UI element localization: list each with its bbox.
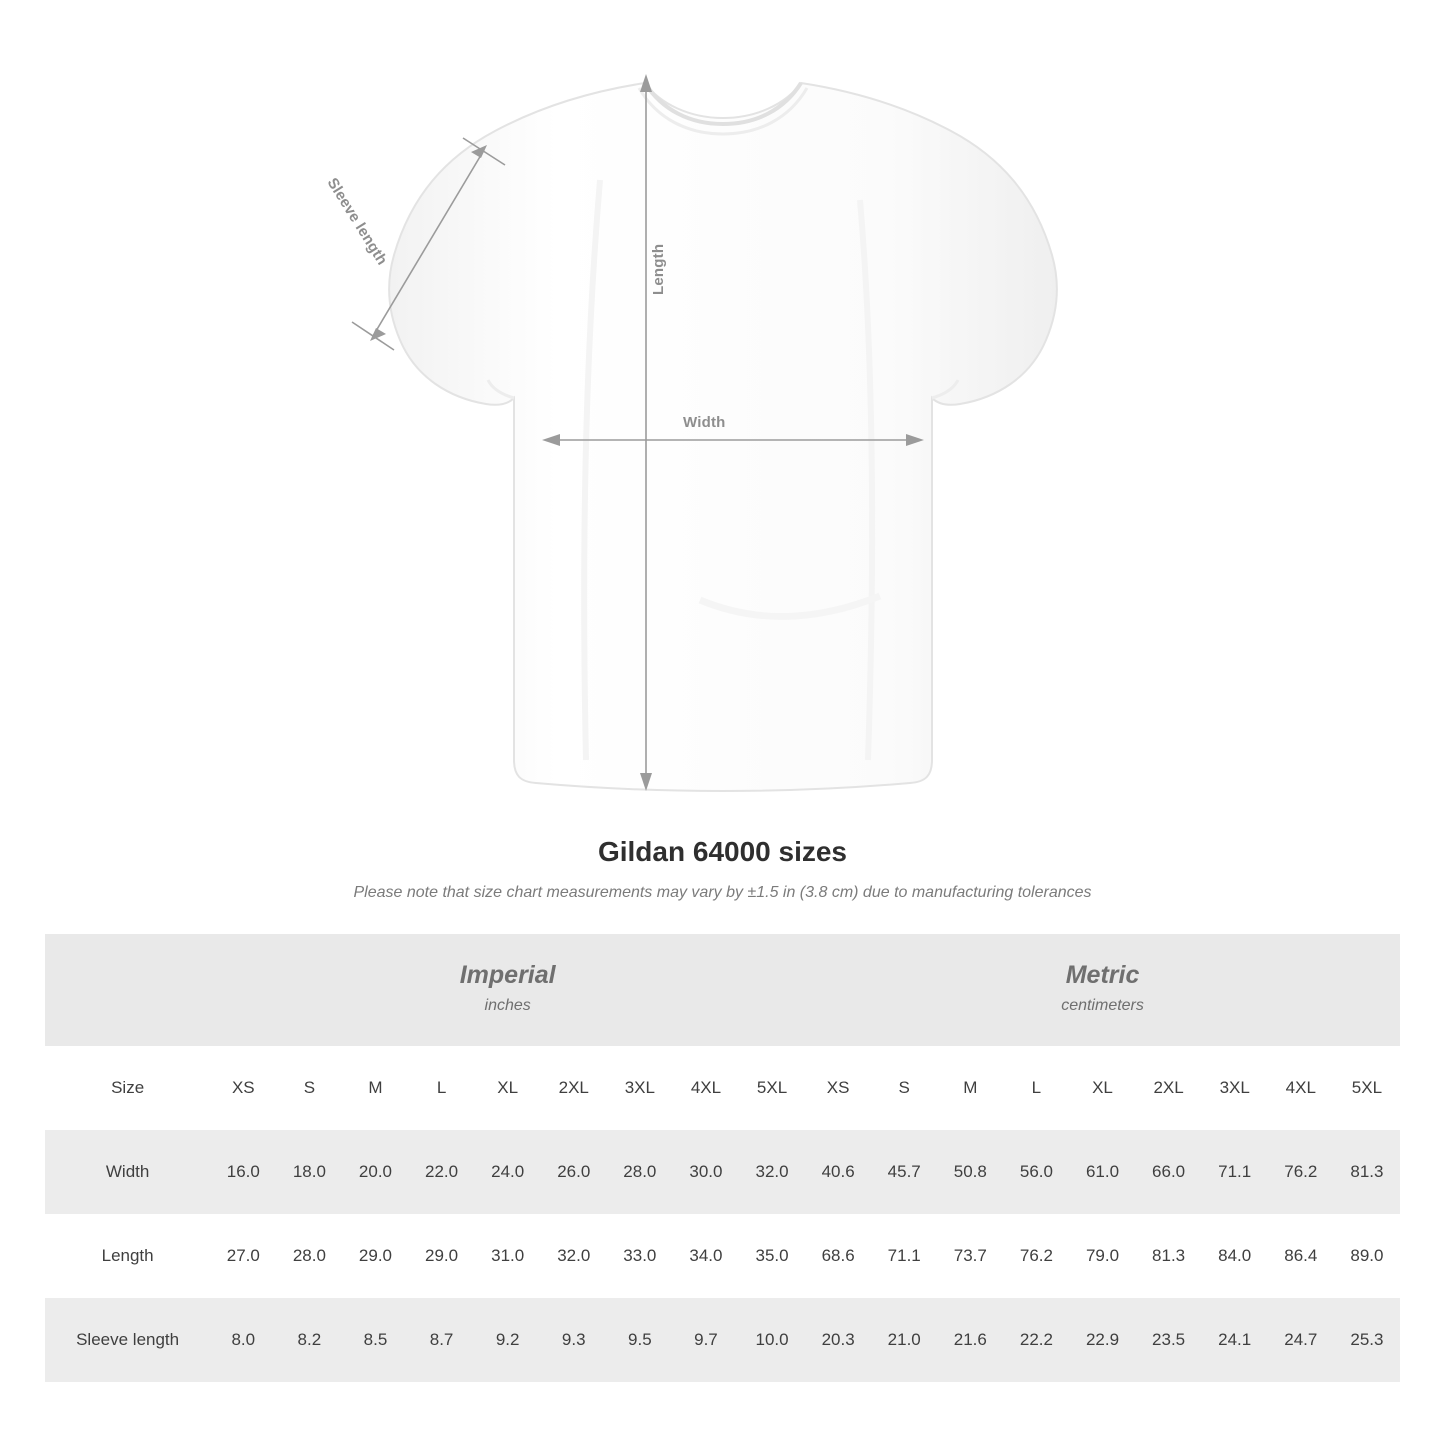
imperial-name: Imperial — [459, 960, 556, 989]
cell-width-15: 71.1 — [1202, 1130, 1268, 1214]
size-header-row — [45, 1046, 1400, 1130]
cell-sleeve-1: 8.2 — [276, 1298, 342, 1382]
cell-sleeve-7: 9.7 — [673, 1298, 739, 1382]
size-col-15: 3XL — [1202, 1046, 1268, 1130]
imperial-sub: inches — [484, 997, 531, 1015]
cell-length-1: 28.0 — [276, 1214, 342, 1298]
cell-length-8: 35.0 — [739, 1214, 805, 1298]
cell-length-9: 68.6 — [805, 1214, 871, 1298]
cell-width-2: 20.0 — [342, 1130, 408, 1214]
cell-length-5: 32.0 — [541, 1214, 607, 1298]
size-col-9: XS — [805, 1046, 871, 1130]
metric-name: Metric — [1065, 960, 1140, 989]
row-label-width: Width — [45, 1130, 210, 1214]
size-col-14: 2XL — [1136, 1046, 1202, 1130]
cell-length-17: 89.0 — [1334, 1214, 1400, 1298]
size-chart-table — [45, 934, 1400, 1382]
cell-sleeve-11: 21.6 — [937, 1298, 1003, 1382]
size-col-1: S — [276, 1046, 342, 1130]
sleeve-length-label: Sleeve length — [323, 175, 391, 269]
cell-width-9: 40.6 — [805, 1130, 871, 1214]
cell-sleeve-15: 24.1 — [1202, 1298, 1268, 1382]
cell-width-11: 50.8 — [937, 1130, 1003, 1214]
row-label-sleeve-length: Sleeve length — [45, 1298, 210, 1382]
cell-length-15: 84.0 — [1202, 1214, 1268, 1298]
size-col-3: L — [409, 1046, 475, 1130]
cell-sleeve-2: 8.5 — [342, 1298, 408, 1382]
size-col-11: M — [937, 1046, 1003, 1130]
cell-length-12: 76.2 — [1003, 1214, 1069, 1298]
row-label-length: Length — [45, 1214, 210, 1298]
cell-width-3: 22.0 — [409, 1130, 475, 1214]
width-label: Width — [683, 414, 726, 431]
cell-length-4: 31.0 — [475, 1214, 541, 1298]
cell-length-6: 33.0 — [607, 1214, 673, 1298]
size-col-5: 2XL — [541, 1046, 607, 1130]
cell-length-3: 29.0 — [409, 1214, 475, 1298]
cell-length-2: 29.0 — [342, 1214, 408, 1298]
cell-sleeve-6: 9.5 — [607, 1298, 673, 1382]
cell-sleeve-8: 10.0 — [739, 1298, 805, 1382]
size-chart-table-wrapper — [45, 934, 1400, 1382]
size-col-4: XL — [475, 1046, 541, 1130]
size-col-13: XL — [1069, 1046, 1135, 1130]
size-col-2: M — [342, 1046, 408, 1130]
unit-header-spacer — [45, 934, 210, 1046]
cell-length-14: 81.3 — [1136, 1214, 1202, 1298]
size-col-8: 5XL — [739, 1046, 805, 1130]
cell-width-12: 56.0 — [1003, 1130, 1069, 1214]
size-row-label: Size — [45, 1046, 210, 1130]
cell-sleeve-16: 24.7 — [1268, 1298, 1334, 1382]
size-col-16: 4XL — [1268, 1046, 1334, 1130]
cell-length-7: 34.0 — [673, 1214, 739, 1298]
size-col-17: 5XL — [1334, 1046, 1400, 1130]
metric-sub: centimeters — [1061, 997, 1144, 1015]
tolerance-note: Please note that size chart measurements may vary by ±1.5 in (3.8 cm) due to manufacturing tolerances — [353, 884, 1092, 901]
unit-header-row — [45, 934, 1400, 1046]
table-row — [45, 1130, 1400, 1214]
cell-sleeve-3: 8.7 — [409, 1298, 475, 1382]
page-title: Gildan 64000 sizes — [597, 836, 848, 867]
size-col-7: 4XL — [673, 1046, 739, 1130]
size-col-0: XS — [210, 1046, 276, 1130]
cell-sleeve-17: 25.3 — [1334, 1298, 1400, 1382]
cell-sleeve-10: 21.0 — [871, 1298, 937, 1382]
cell-width-17: 81.3 — [1334, 1130, 1400, 1214]
table-row — [45, 1214, 1400, 1298]
cell-width-4: 24.0 — [475, 1130, 541, 1214]
cell-width-1: 18.0 — [276, 1130, 342, 1214]
cell-width-5: 26.0 — [541, 1130, 607, 1214]
cell-width-14: 66.0 — [1136, 1130, 1202, 1214]
imperial-header — [210, 934, 805, 1046]
cell-sleeve-14: 23.5 — [1136, 1298, 1202, 1382]
cell-sleeve-9: 20.3 — [805, 1298, 871, 1382]
cell-length-0: 27.0 — [210, 1214, 276, 1298]
size-col-10: S — [871, 1046, 937, 1130]
size-col-12: L — [1003, 1046, 1069, 1130]
cell-length-10: 71.1 — [871, 1214, 937, 1298]
cell-sleeve-4: 9.2 — [475, 1298, 541, 1382]
cell-width-13: 61.0 — [1069, 1130, 1135, 1214]
size-col-6: 3XL — [607, 1046, 673, 1130]
cell-sleeve-5: 9.3 — [541, 1298, 607, 1382]
cell-sleeve-12: 22.2 — [1003, 1298, 1069, 1382]
cell-length-13: 79.0 — [1069, 1214, 1135, 1298]
cell-width-16: 76.2 — [1268, 1130, 1334, 1214]
cell-width-8: 32.0 — [739, 1130, 805, 1214]
cell-width-6: 28.0 — [607, 1130, 673, 1214]
cell-width-10: 45.7 — [871, 1130, 937, 1214]
table-row — [45, 1298, 1400, 1382]
length-label: Length — [650, 243, 667, 295]
cell-width-7: 30.0 — [673, 1130, 739, 1214]
metric-header — [805, 934, 1400, 1046]
cell-width-0: 16.0 — [210, 1130, 276, 1214]
cell-sleeve-13: 22.9 — [1069, 1298, 1135, 1382]
cell-sleeve-0: 8.0 — [210, 1298, 276, 1382]
cell-length-16: 86.4 — [1268, 1214, 1334, 1298]
cell-length-11: 73.7 — [937, 1214, 1003, 1298]
